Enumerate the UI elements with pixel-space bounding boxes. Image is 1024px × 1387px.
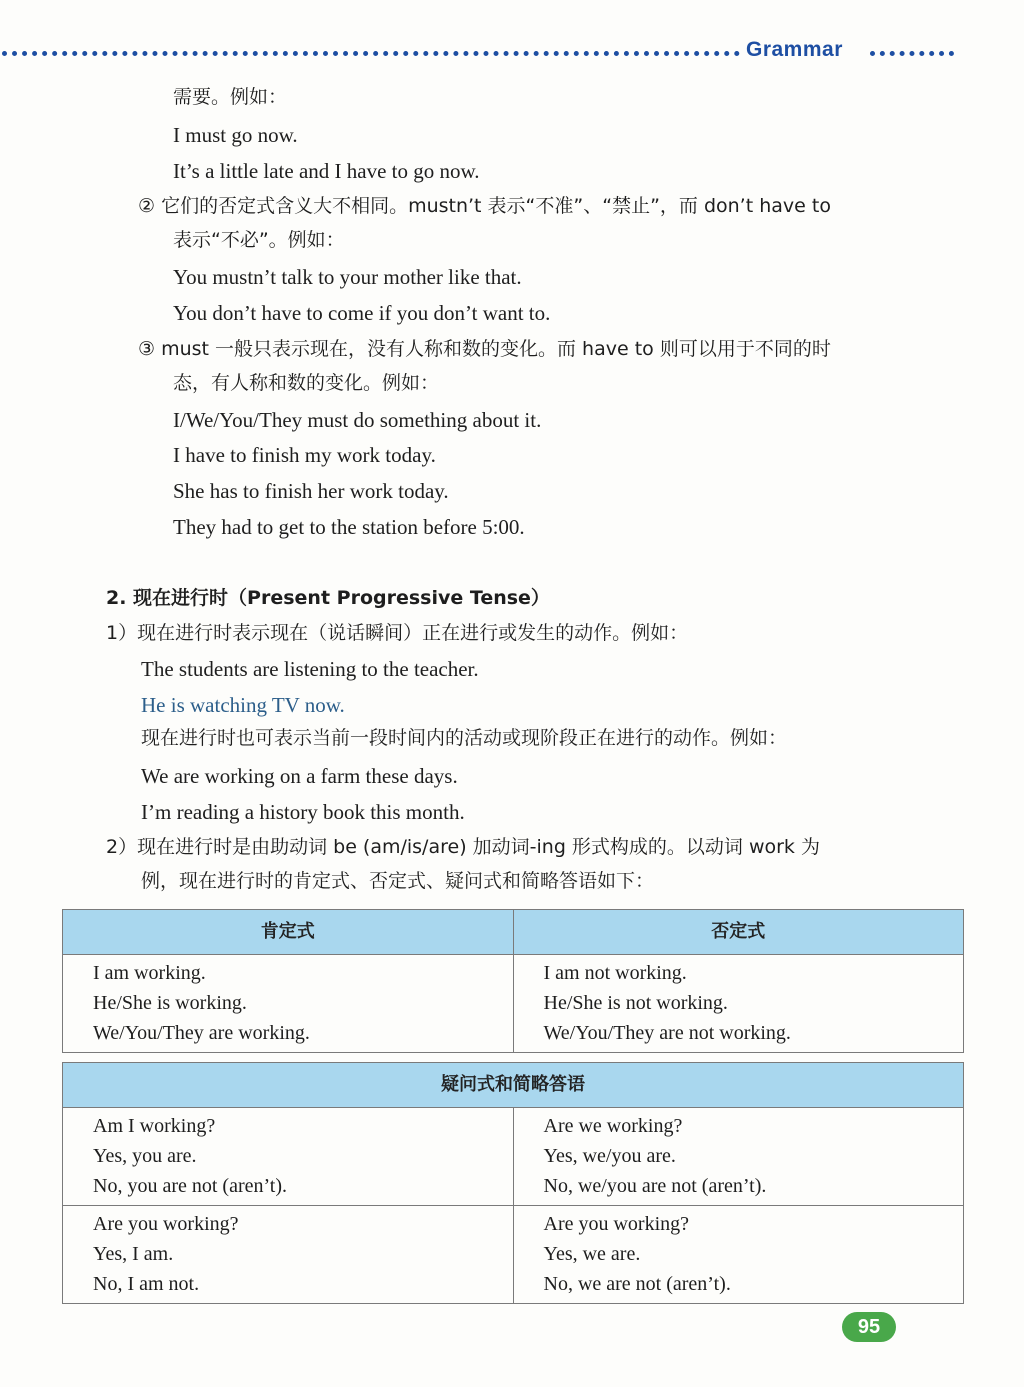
section-title: Grammar	[746, 38, 843, 61]
table-cell	[513, 1206, 964, 1303]
section-heading: 2. 现在进行时（Present Progressive Tense）	[106, 587, 550, 609]
question-answer-table	[62, 1062, 964, 1304]
page-number-badge: 95	[842, 1312, 896, 1342]
example-sentence: You don’t have to come if you don’t want to.	[173, 301, 551, 325]
table-cell-line: We/You/They are not working.	[543, 1022, 791, 1044]
table-cell	[513, 1108, 964, 1205]
affirmative-cell	[63, 955, 513, 1052]
table-cell-line: Are we working?	[543, 1115, 683, 1137]
table-row	[63, 1205, 963, 1303]
table-cell-line: We/You/They are working.	[93, 1022, 310, 1044]
text-line: ② 它们的否定式含义大不相同。mustn’t 表示“不准”、“禁止”，而 don’t have to	[138, 195, 831, 217]
table-cell-line: No, I am not.	[93, 1273, 200, 1295]
header-dotted-rule-left	[2, 51, 740, 56]
example-sentence: They had to get to the station before 5:00.	[173, 515, 525, 539]
affirmative-header: 肯定式	[260, 921, 315, 942]
table-cell-line: I am not working.	[543, 962, 687, 984]
table-cell-line: Are you working?	[543, 1213, 690, 1235]
negative-header: 否定式	[513, 910, 964, 954]
text-line: 1）现在进行时表示现在（说话瞬间）正在进行或发生的动作。例如：	[106, 622, 689, 644]
table-cell-line: He/She is working.	[93, 992, 247, 1014]
table-row	[63, 955, 963, 1052]
table-cell-line: I am working.	[93, 962, 206, 984]
table-row	[63, 1108, 963, 1205]
table-cell-line: No, you are not (aren’t).	[93, 1175, 288, 1197]
table-cell-line: No, we/you are not (aren’t).	[543, 1175, 767, 1197]
example-sentence: We are working on a farm these days.	[141, 764, 458, 788]
text-line: 表示“不必”。例如：	[173, 229, 345, 251]
text-line: 态，有人称和数的变化。例如：	[173, 372, 440, 394]
text-line: 例，现在进行时的肯定式、否定式、疑问式和简略答语如下：	[141, 870, 655, 892]
text-line: 2）现在进行时是由助动词 be (am/is/are) 加动词-ing 形式构成的。以动词 work 为	[106, 836, 820, 858]
text-line: ③ must 一般只表示现在，没有人称和数的变化。而 have to 则可以用于不同的时	[138, 338, 831, 360]
example-sentence: I/We/You/They must do something about it.	[173, 408, 542, 432]
table-cell-line: Are you working?	[93, 1213, 239, 1235]
text-line: 现在进行时也可表示当前一段时间内的活动或现阶段正在进行的动作。例如：	[141, 727, 788, 749]
example-sentence: The students are listening to the teacher.	[141, 657, 479, 681]
header-dotted-rule-right	[870, 51, 954, 56]
running-header	[0, 38, 1024, 66]
table-cell-line: He/She is not working.	[543, 992, 728, 1014]
table-cell-line: Yes, we/you are.	[543, 1145, 676, 1167]
example-sentence: It’s a little late and I have to go now.	[173, 159, 480, 183]
example-sentence: I have to finish my work today.	[173, 443, 436, 467]
text-line: 需要。例如：	[173, 86, 288, 108]
negative-cell	[513, 955, 964, 1052]
table-cell-line: No, we are not (aren’t).	[543, 1273, 731, 1295]
table-cell-line: Yes, you are.	[93, 1145, 197, 1167]
affirmative-negative-table	[62, 909, 964, 1053]
table-header-row	[63, 910, 963, 955]
table-cell-line: Yes, we are.	[543, 1243, 641, 1265]
table-cell	[63, 1108, 513, 1205]
example-sentence: I must go now.	[173, 123, 298, 147]
table-header-row	[63, 1063, 963, 1108]
example-sentence: You mustn’t talk to your mother like that.	[173, 265, 522, 289]
example-sentence: I’m reading a history book this month.	[141, 800, 465, 824]
table-cell	[63, 1206, 513, 1303]
question-answer-header: 疑问式和简略答语	[441, 1074, 585, 1095]
example-sentence: She has to finish her work today.	[173, 479, 449, 503]
example-sentence: He is watching TV now.	[141, 693, 345, 717]
table-cell-line: Yes, I am.	[93, 1243, 174, 1265]
table-cell-line: Am I working?	[93, 1115, 216, 1137]
